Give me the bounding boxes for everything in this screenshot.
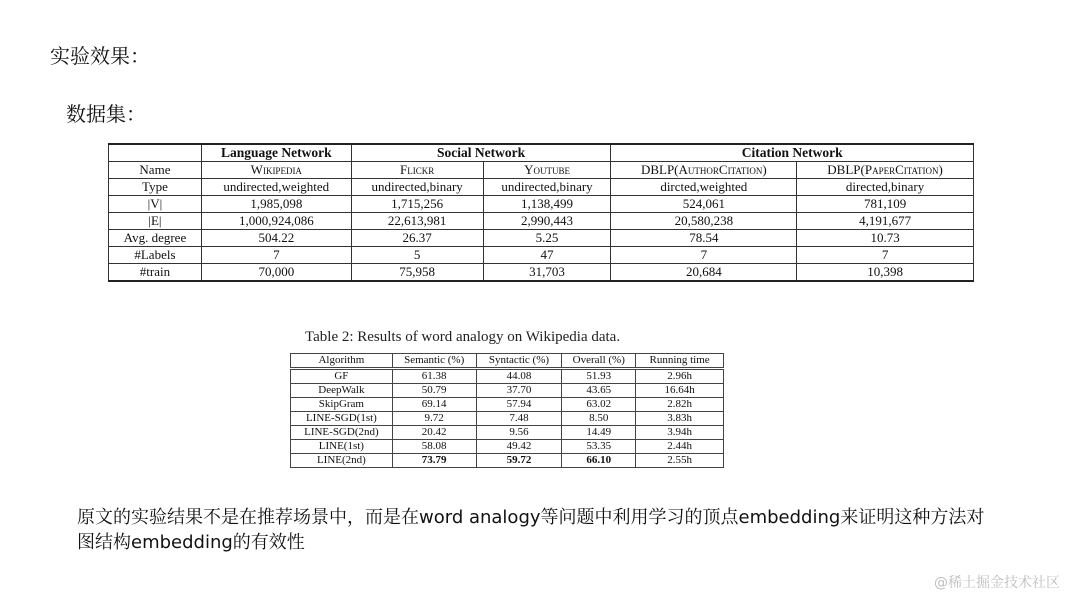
table-cell: 1,985,098 xyxy=(201,196,351,213)
column-header: Syntactic (%) xyxy=(476,354,562,369)
table-cell: 22,613,981 xyxy=(351,213,483,230)
table-cell: 2.82h xyxy=(636,398,724,412)
table-row xyxy=(291,398,724,412)
table-row xyxy=(109,230,974,247)
table-cell: 4,191,677 xyxy=(797,213,974,230)
table-cell: 2.44h xyxy=(636,440,724,454)
table-cell: 20,580,238 xyxy=(611,213,797,230)
table-cell: 781,109 xyxy=(797,196,974,213)
row-label: Name xyxy=(109,162,202,179)
table-cell: 37.70 xyxy=(476,384,562,398)
table-cell: 7 xyxy=(797,247,974,264)
table-row xyxy=(291,454,724,468)
table-cell: 9.56 xyxy=(476,426,562,440)
slide-subtitle: 数据集： xyxy=(66,102,146,126)
group-header: Citation Network xyxy=(611,144,974,162)
table-cell: 10,398 xyxy=(797,264,974,282)
table-cell: 61.38 xyxy=(392,369,476,384)
table-cell: 78.54 xyxy=(611,230,797,247)
dataset-name: DBLP(AuthorCitation) xyxy=(611,162,797,179)
table-cell: 63.02 xyxy=(562,398,636,412)
algorithm-cell: DeepWalk xyxy=(291,384,393,398)
table-cell: 504.22 xyxy=(201,230,351,247)
row-label: Avg. degree xyxy=(109,230,202,247)
table-cell: 50.79 xyxy=(392,384,476,398)
table-cell: directed,binary xyxy=(797,179,974,196)
row-label: Type xyxy=(109,179,202,196)
table-cell: 31,703 xyxy=(483,264,611,282)
table-cell: 524,061 xyxy=(611,196,797,213)
table-cell: 20.42 xyxy=(392,426,476,440)
table-row xyxy=(109,196,974,213)
table-cell: 5.25 xyxy=(483,230,611,247)
table-row xyxy=(109,213,974,230)
table-row xyxy=(109,179,974,196)
watermark: @稀土掘金技术社区 xyxy=(934,575,1060,591)
table-cell: 7 xyxy=(611,247,797,264)
table-cell: 58.08 xyxy=(392,440,476,454)
table-cell: 2.55h xyxy=(636,454,724,468)
table-cell: 9.72 xyxy=(392,412,476,426)
table-row xyxy=(291,426,724,440)
group-header: Social Network xyxy=(351,144,611,162)
table-row xyxy=(109,247,974,264)
table-cell: undirected,binary xyxy=(351,179,483,196)
table-cell: 26.37 xyxy=(351,230,483,247)
table-cell: 8.50 xyxy=(562,412,636,426)
row-label: #Labels xyxy=(109,247,202,264)
word-analogy-body xyxy=(291,369,724,468)
table-row xyxy=(291,369,724,384)
dataset-name: DBLP(PaperCitation) xyxy=(797,162,974,179)
table-cell: 44.08 xyxy=(476,369,562,384)
corner-cell xyxy=(109,144,202,162)
header-row xyxy=(291,354,724,369)
table-row xyxy=(291,440,724,454)
column-header: Overall (%) xyxy=(562,354,636,369)
table-cell: 57.94 xyxy=(476,398,562,412)
table-cell: 3.83h xyxy=(636,412,724,426)
dataset-group-row xyxy=(109,144,974,162)
algorithm-cell: GF xyxy=(291,369,393,384)
table-cell: undirected,binary xyxy=(483,179,611,196)
row-label: #train xyxy=(109,264,202,282)
algorithm-cell: LINE(1st) xyxy=(291,440,393,454)
algorithm-cell: LINE-SGD(2nd) xyxy=(291,426,393,440)
table-cell: 59.72 xyxy=(476,454,562,468)
table-cell: 53.35 xyxy=(562,440,636,454)
algorithm-cell: LINE-SGD(1st) xyxy=(291,412,393,426)
column-header: Semantic (%) xyxy=(392,354,476,369)
table-row xyxy=(291,412,724,426)
table-cell: 75,958 xyxy=(351,264,483,282)
table-cell: 10.73 xyxy=(797,230,974,247)
table-cell: 14.49 xyxy=(562,426,636,440)
algorithm-cell: SkipGram xyxy=(291,398,393,412)
table-cell: 1,138,499 xyxy=(483,196,611,213)
dataset-name: Flickr xyxy=(351,162,483,179)
dataset-name: Youtube xyxy=(483,162,611,179)
table-cell: 2,990,443 xyxy=(483,213,611,230)
table-cell: 1,000,924,086 xyxy=(201,213,351,230)
table-cell: 47 xyxy=(483,247,611,264)
table-cell: 49.42 xyxy=(476,440,562,454)
table-cell: 3.94h xyxy=(636,426,724,440)
table-cell: 51.93 xyxy=(562,369,636,384)
table-cell: 69.14 xyxy=(392,398,476,412)
table-cell: 70,000 xyxy=(201,264,351,282)
table-cell: 43.65 xyxy=(562,384,636,398)
row-label: |E| xyxy=(109,213,202,230)
table-row xyxy=(109,264,974,282)
table-cell: 16.64h xyxy=(636,384,724,398)
dataset-name: Wikipedia xyxy=(201,162,351,179)
table-cell: 20,684 xyxy=(611,264,797,282)
slide-note: 原文的实验结果不是在推荐场景中，而是在word analogy等问题中利用学习的顶点embedding来证明这种方法对图结构embedding的有效性 xyxy=(77,507,985,553)
slide-title: 实验效果： xyxy=(50,44,150,68)
table-cell: 73.79 xyxy=(392,454,476,468)
table-cell: 1,715,256 xyxy=(351,196,483,213)
group-header: Language Network xyxy=(201,144,351,162)
algorithm-cell: LINE(2nd) xyxy=(291,454,393,468)
dataset-table xyxy=(108,143,974,282)
table-caption: Table 2: Results of word analogy on Wikipedia data. xyxy=(305,329,621,345)
table-cell: 7 xyxy=(201,247,351,264)
table-cell: undirected,weighted xyxy=(201,179,351,196)
row-label: |V| xyxy=(109,196,202,213)
table-row xyxy=(291,384,724,398)
table-row xyxy=(109,162,974,179)
table-cell: 5 xyxy=(351,247,483,264)
table-cell: 2.96h xyxy=(636,369,724,384)
column-header: Algorithm xyxy=(291,354,393,369)
column-header: Running time xyxy=(636,354,724,369)
table-cell: 7.48 xyxy=(476,412,562,426)
table-cell: 66.10 xyxy=(562,454,636,468)
table-cell: dircted,weighted xyxy=(611,179,797,196)
word-analogy-table xyxy=(290,353,724,468)
